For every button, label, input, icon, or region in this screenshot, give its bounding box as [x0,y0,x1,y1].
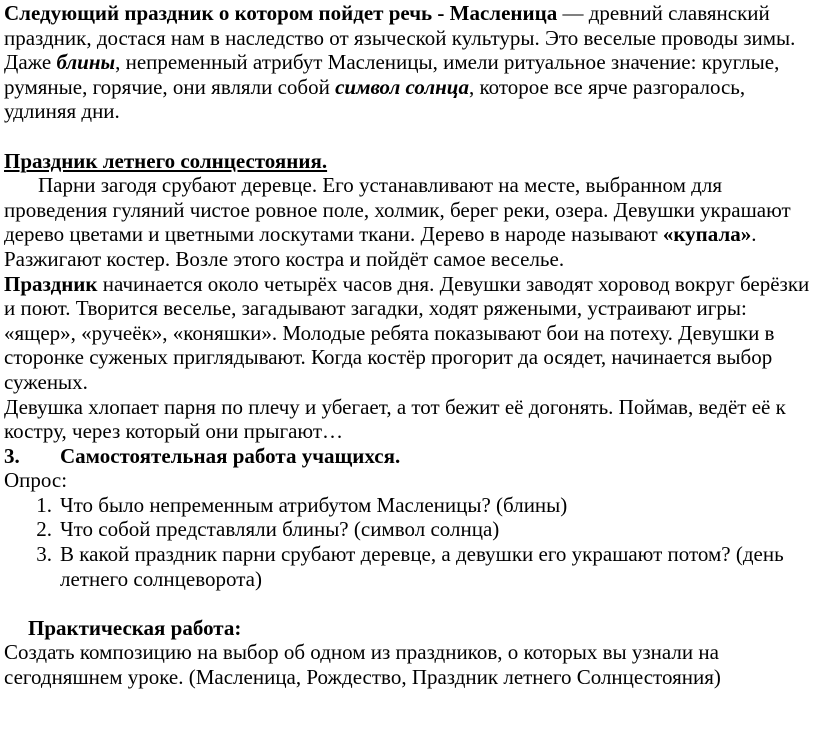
text-span: , непременный атрибут Масленицы, имели ритуальное значение: круглые, румяные, горячие, они являли собой [4,50,780,99]
maslenitsa-paragraph [4,1,816,124]
kupala-term: «купала» [662,222,752,247]
list-number: 1. [36,492,52,517]
prazdnik-term: Праздник [4,271,98,296]
list-item [4,542,816,591]
survey-list [4,493,816,591]
list-number: 2. [36,517,52,542]
list-item [4,493,816,518]
blank-line [4,124,816,149]
text-span: — древний славянский праздник, достася нам в наследство от языческой культуры. Это веселые проводы зимы. Даже [4,1,796,75]
list-text: В какой праздник парни срубают деревце, а девушки его украшают потом? (день летнего солнцеворота) [60,542,784,591]
list-number: 3. [36,542,52,567]
section-3-heading [4,444,816,469]
text-span: . Разжигают костер. Возле этого костра и пойдёт самое веселье. [4,222,757,271]
sun-symbol-term: символ солнца [335,74,469,99]
list-text: Что было непременным атрибутом Масленицы? (блины) [60,492,568,517]
text-span: начинается около четырёх часов дня. Девушки заводят хоровод вокруг берёзки и поют. Творится веселье, загадывают загадки, ходят ряжеными, устраивают игры: «ящер», «ручеёк», «коняшки». Молодые ребята показывают бои на потеху. Девушки в сторонке суженых приглядывают. Когда костёр прогорит да осядет, начинается выбор суженых. [4,271,810,394]
blank-line [4,591,816,616]
summer-paragraph-3: Девушка хлопает парня по плечу и убегает, а тот бежит её догонять. Поймав, ведёт её к костру, через который они прыгают… [4,394,786,444]
survey-label: Опрос: [4,468,68,493]
summer-paragraph-2 [4,272,816,395]
practice-heading: Практическая работа: [28,615,242,640]
list-item [4,517,816,542]
text-span: , которое все ярче разгоралось, удлиняя дни. [4,74,746,124]
maslenitsa-lead: Следующий праздник о котором пойдет речь - Масленица [4,1,558,25]
section-title: Самостоятельная работа учащихся. [60,443,401,468]
summer-heading: Праздник летнего солнцестояния. [4,148,328,173]
summer-paragraph-1 [4,173,816,271]
section-number: 3. [4,443,20,468]
practice-text: Создать композицию на выбор об одном из праздников, о которых вы узнали на сегодняшнем уроке. (Масленица, Рождество, Праздник летнего Солнцестояния) [4,640,721,690]
bliny-term: блины [56,50,116,75]
text-span: Парни загодя срубают деревце. Его устанавливают на месте, выбранном для проведения гуляний чистое ровное поле, холмик, берег реки, озера. Девушки украшают дерево цветами и цветными лоскутами ткани. Дерево в народе называют [4,173,791,247]
list-text: Что собой представляли блины? (символ солнца) [60,517,500,542]
